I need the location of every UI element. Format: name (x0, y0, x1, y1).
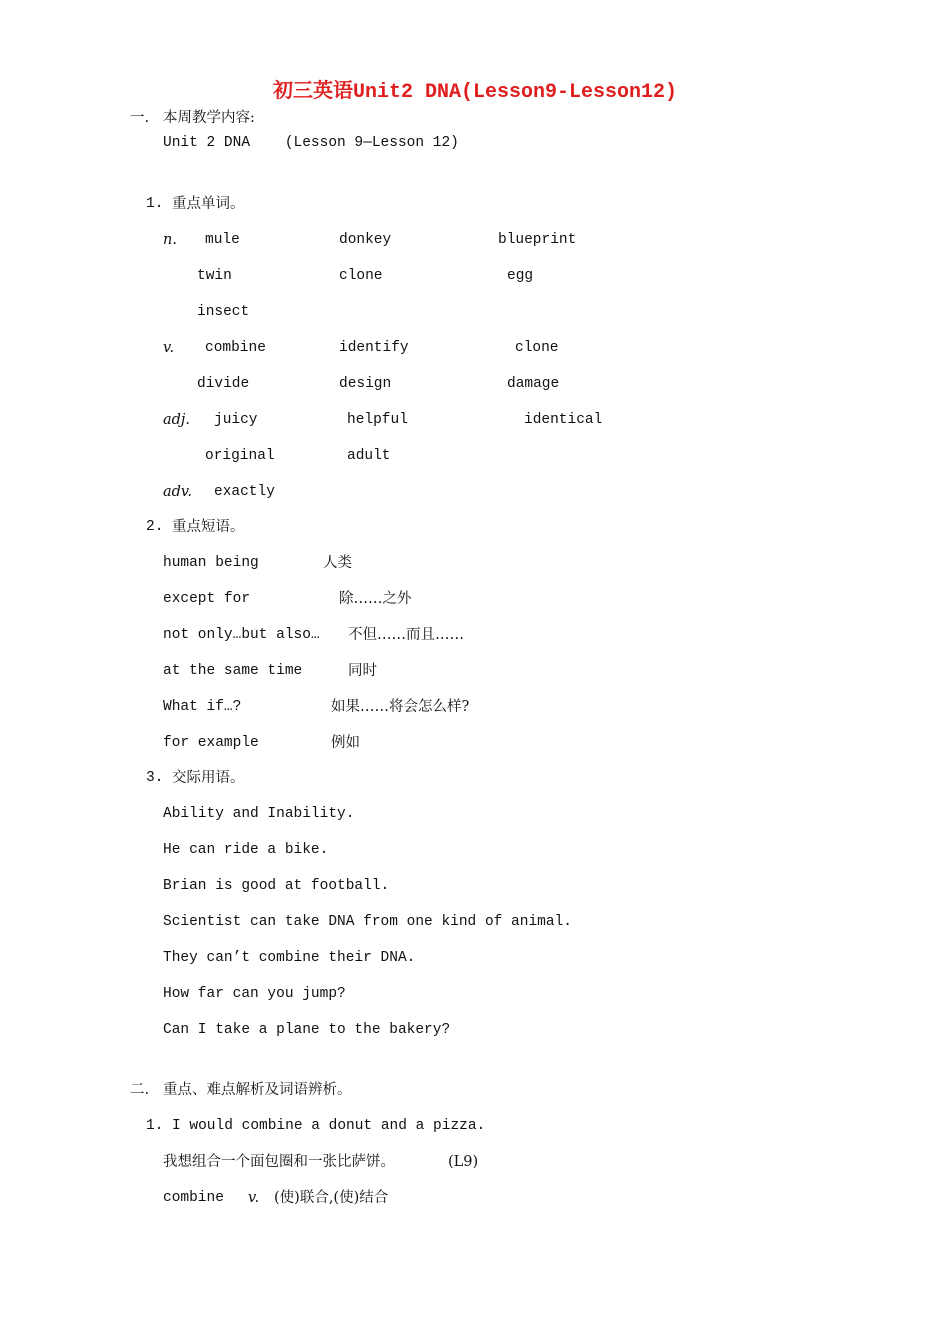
expression-line: He can ride a bike. (163, 842, 329, 858)
unit-line: Unit 2 DNA (Lesson 9—Lesson 12) (163, 135, 459, 151)
phrase-zh: 人类 (323, 555, 352, 571)
word-item: damage (507, 376, 560, 392)
word-item: divide (197, 376, 250, 392)
expression-line: Ability and Inability. (163, 806, 355, 822)
phrase-en: What if…? (163, 699, 242, 715)
word-item: exactly (214, 484, 275, 500)
word-item: donkey (339, 232, 392, 248)
word-item: identical (524, 412, 603, 428)
word-item: combine (205, 340, 266, 356)
expression-line: How far can you jump? (163, 986, 346, 1002)
expression-line: Scientist can take DNA from one kind of animal. (163, 914, 572, 930)
word-item: adult (347, 448, 391, 464)
analysis-translation: 我想组合一个面包圈和一张比萨饼。 (163, 1154, 395, 1170)
expressions-number: 3. (146, 770, 164, 786)
lesson-reference: (L9) (448, 1154, 479, 1170)
word-item: original (205, 448, 275, 464)
phrase-en: not only…but also… (163, 627, 320, 643)
word-item: clone (515, 340, 559, 356)
pos-adjective: adj. (163, 412, 191, 428)
vocab-word: combine (163, 1190, 224, 1206)
words-heading: 重点单词。 (172, 196, 245, 212)
word-item: helpful (347, 412, 408, 428)
phrase-en: human being (163, 555, 259, 571)
pos-noun: n. (163, 232, 177, 248)
word-item: identify (339, 340, 409, 356)
word-item: juicy (214, 412, 258, 428)
section1-heading: 本周教学内容: (163, 110, 255, 126)
analysis-sentence: I would combine a donut and a pizza. (172, 1118, 486, 1134)
phrase-en: except for (163, 591, 251, 607)
section1-number: 一. (130, 110, 150, 126)
phrases-heading: 重点短语。 (172, 519, 245, 535)
vocab-meaning: (使)联合,(使)结合 (274, 1190, 389, 1206)
phrases-number: 2. (146, 519, 164, 535)
section2-number: 二. (130, 1082, 150, 1098)
word-item: egg (507, 268, 534, 284)
document-title: 初三英语Unit2 DNA(Lesson9-Lesson12) (272, 81, 678, 104)
word-item: clone (339, 268, 383, 284)
phrase-en: at the same time (163, 663, 303, 679)
expressions-heading: 交际用语。 (172, 770, 245, 786)
expression-line: Can I take a plane to the bakery? (163, 1022, 451, 1038)
phrase-zh: 不但……而且…… (348, 627, 464, 643)
expression-line: Brian is good at football. (163, 878, 390, 894)
section2-heading: 重点、难点解析及词语辨析。 (163, 1082, 352, 1098)
pos-verb: v. (163, 340, 175, 356)
word-item: blueprint (498, 232, 577, 248)
pos-adverb: adv. (163, 484, 193, 500)
phrase-en: for example (163, 735, 259, 751)
words-number: 1. (146, 196, 164, 212)
phrase-zh: 如果……将会怎么样? (331, 699, 470, 715)
word-item: twin (197, 268, 232, 284)
phrase-zh: 例如 (331, 735, 360, 751)
expression-line: They can’t combine their DNA. (163, 950, 416, 966)
analysis-item-number: 1. (146, 1118, 164, 1134)
word-item: insect (197, 304, 250, 320)
phrase-zh: 同时 (348, 663, 377, 679)
phrase-zh: 除……之外 (339, 591, 412, 607)
word-item: design (339, 376, 392, 392)
word-item: mule (205, 232, 240, 248)
vocab-pos: v. (248, 1190, 260, 1206)
